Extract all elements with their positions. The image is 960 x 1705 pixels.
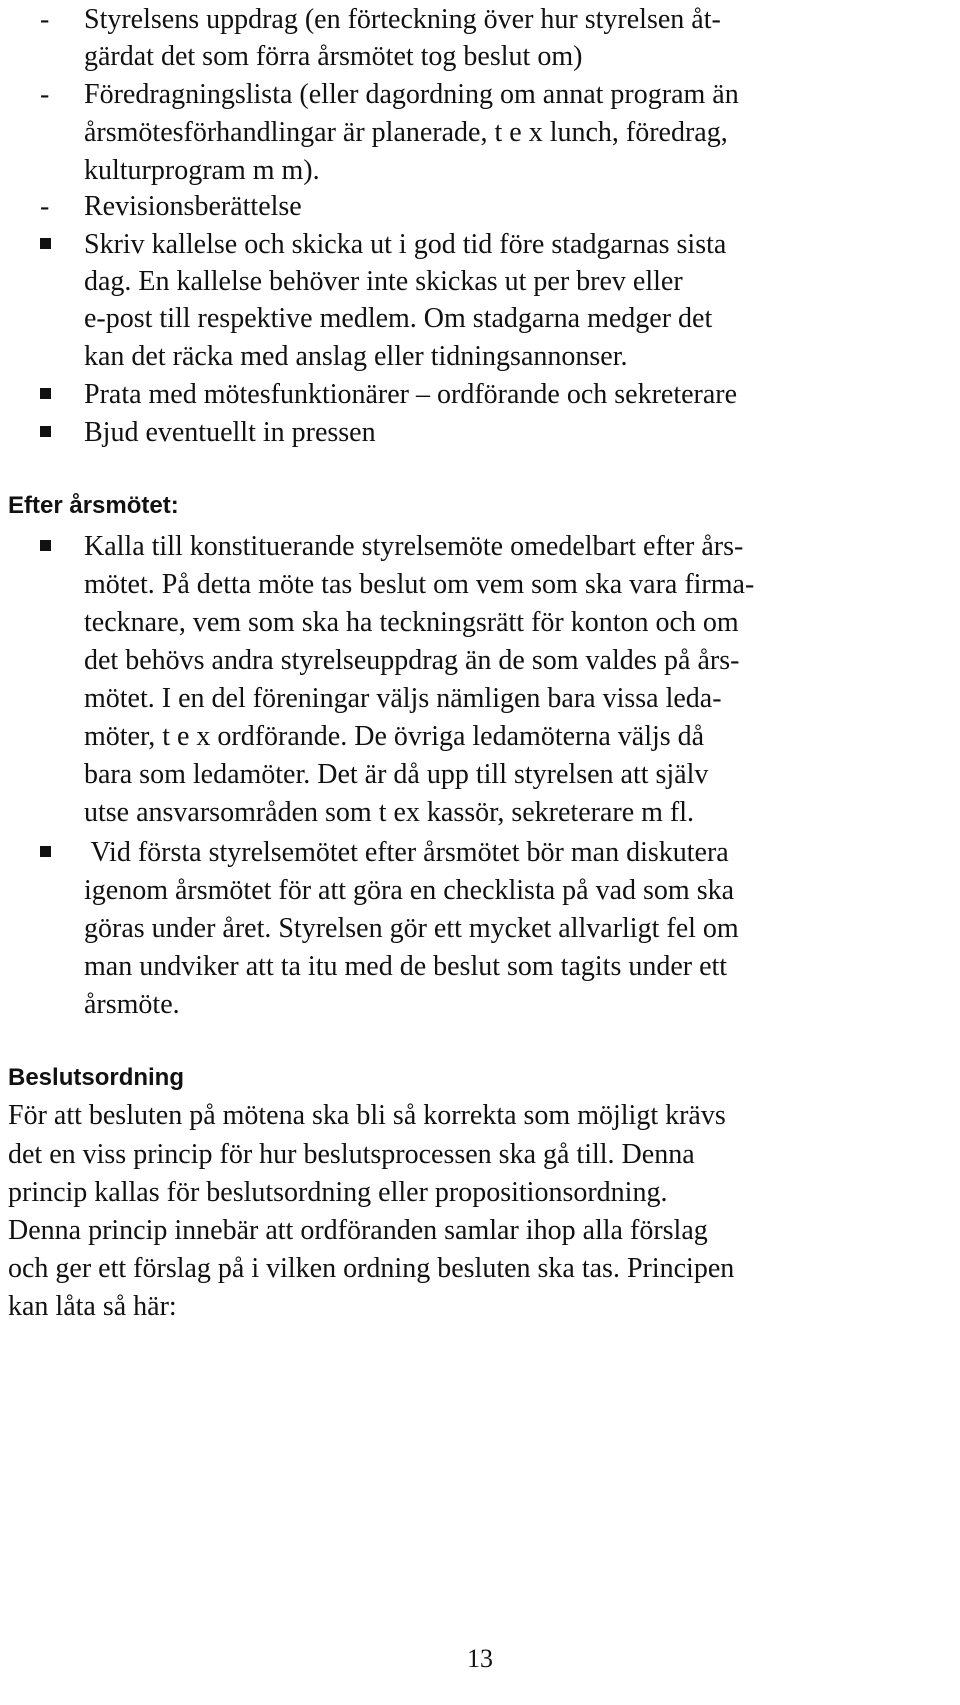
after-bullet-2-line-2: igenom årsmötet för att göra en checklista på vad som ska bbox=[84, 875, 735, 906]
after-bullet-1-line-2: mötet. På detta möte tas beslut om vem som ska vara firma- bbox=[84, 569, 755, 600]
paragraph-line-3: princip kallas för beslutsordning eller propositionsordning. bbox=[8, 1177, 668, 1208]
item-3-line-1: Revisionsberättelse bbox=[84, 191, 302, 222]
square-bullet-icon bbox=[40, 388, 51, 399]
after-bullet-2-line-3: göras under året. Styrelsen gör ett mycket allvarligt fel om bbox=[84, 913, 739, 944]
item-1-line-1: Styrelsens uppdrag (en förteckning över hur styrelsen åt- bbox=[84, 4, 721, 35]
bullet-1-line-3: e-post till respektive medlem. Om stadgarna medger det bbox=[84, 303, 713, 334]
after-bullet-1-line-7: bara som ledamöter. Det är då upp till styrelsen att själv bbox=[84, 759, 709, 790]
item-2-line-2: årsmötesförhandlingar är planerade, t e x lunch, föredrag, bbox=[84, 117, 728, 148]
page-number: 13 bbox=[467, 1644, 493, 1673]
bullet-2-line-1: Prata med mötesfunktionärer – ordförande och sekreterare bbox=[84, 379, 738, 410]
item-1-line-2: gärdat det som förra årsmötet tog beslut om) bbox=[84, 41, 583, 72]
bullet-1-line-2: dag. En kallelse behöver inte skickas ut per brev eller bbox=[84, 266, 683, 297]
bullet-1-line-4: kan det räcka med anslag eller tidningsannonser. bbox=[84, 341, 628, 372]
paragraph-line-2: det en viss princip för hur beslutsprocessen ska gå till. Denna bbox=[8, 1139, 695, 1170]
after-bullet-2-line-5: årsmöte. bbox=[84, 989, 180, 1020]
square-bullet-icon bbox=[40, 540, 51, 551]
bullet-3-line-1: Bjud eventuellt in pressen bbox=[84, 417, 376, 448]
document-page: - Styrelsens uppdrag (en förteckning över hur styrelsen åt- gärdat det som förra årsmötet tog beslut om) - Föredragningslista (eller dagordning om annat program än årsmötesförhandlingar är planerade, t e x lunch, föredrag, kulturprogram m m). - Revisionsberättelse Skriv kallelse och skicka ut i god tid före stadgarnas sista dag. En kallelse behöver inte skickas ut per brev eller e-post till respektive medlem. Om stadgarna medger det kan det räcka med anslag eller tidningsannonser. Prata med mötesfunktionärer – ordförande och sekreterare Bjud eventuellt in pressen Efter årsmötet: Kalla till konstituerande styrelsemöte omedelbart efter års- mötet. På detta möte tas beslut om vem som ska vara firma- tecknare, vem som ska ha teckningsrätt för konton och om det behövs andra styrelseuppdrag än de som valdes på års- mötet. I en del föreningar väljs nämligen bara vissa leda- möter, t e x ordförande. De övriga ledamöterna väljs då bara som ledamöter. Det är då upp till styrelsen att själv utse ansvarsområden som t ex kassör, sekreterare m fl. Vid första styrelsemötet efter årsmötet bör man diskutera igenom årsmötet för att göra en checklista på vad som ska göras under året. Styrelsen gör ett mycket allvarligt fel om man undviker att ta itu med de beslut som tagits under ett årsmöte. Beslutsordning För att besluten på mötena ska bli så korrekta som möjligt krävs det en viss princip för hur beslutsprocessen ska gå till. Denna princip kallas för beslutsordning eller propositionsordning. Denna princip innebär att ordföranden samlar ihop alla förslag och ger ett förslag på i vilken ordning besluten ska tas. Principen kan låta så här: 13 bbox=[0, 0, 960, 1705]
paragraph-line-1: För att besluten på mötena ska bli så korrekta som möjligt krävs bbox=[8, 1100, 726, 1131]
after-bullet-2-line-1: Vid första styrelsemötet efter årsmötet bör man diskutera bbox=[84, 837, 729, 868]
item-2-line-3: kulturprogram m m). bbox=[84, 155, 320, 186]
after-bullet-1-line-3: tecknare, vem som ska ha teckningsrätt för konton och om bbox=[84, 607, 739, 638]
after-bullet-1-line-6: möter, t e x ordförande. De övriga ledamöterna väljs då bbox=[84, 721, 705, 752]
after-bullet-1-line-1: Kalla till konstituerande styrelsemöte omedelbart efter års- bbox=[84, 531, 744, 562]
after-bullet-2-line-4: man undviker att ta itu med de beslut som tagits under ett bbox=[84, 951, 728, 982]
square-bullet-icon bbox=[40, 846, 51, 857]
square-bullet-icon bbox=[40, 426, 51, 437]
bullet-1-line-1: Skriv kallelse och skicka ut i god tid före stadgarnas sista bbox=[84, 229, 727, 260]
square-bullet-icon bbox=[40, 238, 51, 249]
section-heading-beslutsordning: Beslutsordning bbox=[8, 1064, 185, 1091]
after-bullet-1-line-5: mötet. I en del föreningar väljs nämligen bara vissa leda- bbox=[84, 683, 722, 714]
section-heading-after: Efter årsmötet: bbox=[8, 492, 179, 519]
paragraph-line-5: och ger ett förslag på i vilken ordning besluten ska tas. Principen bbox=[8, 1253, 735, 1284]
paragraph-line-6: kan låta så här: bbox=[8, 1291, 177, 1322]
after-bullet-1-line-4: det behövs andra styrelseuppdrag än de som valdes på års- bbox=[84, 645, 740, 676]
item-2-line-1: Föredragningslista (eller dagordning om annat program än bbox=[84, 79, 739, 110]
after-bullet-1-line-8: utse ansvarsområden som t ex kassör, sekreterare m fl. bbox=[84, 797, 695, 828]
paragraph-line-4: Denna princip innebär att ordföranden samlar ihop alla förslag bbox=[8, 1215, 708, 1246]
